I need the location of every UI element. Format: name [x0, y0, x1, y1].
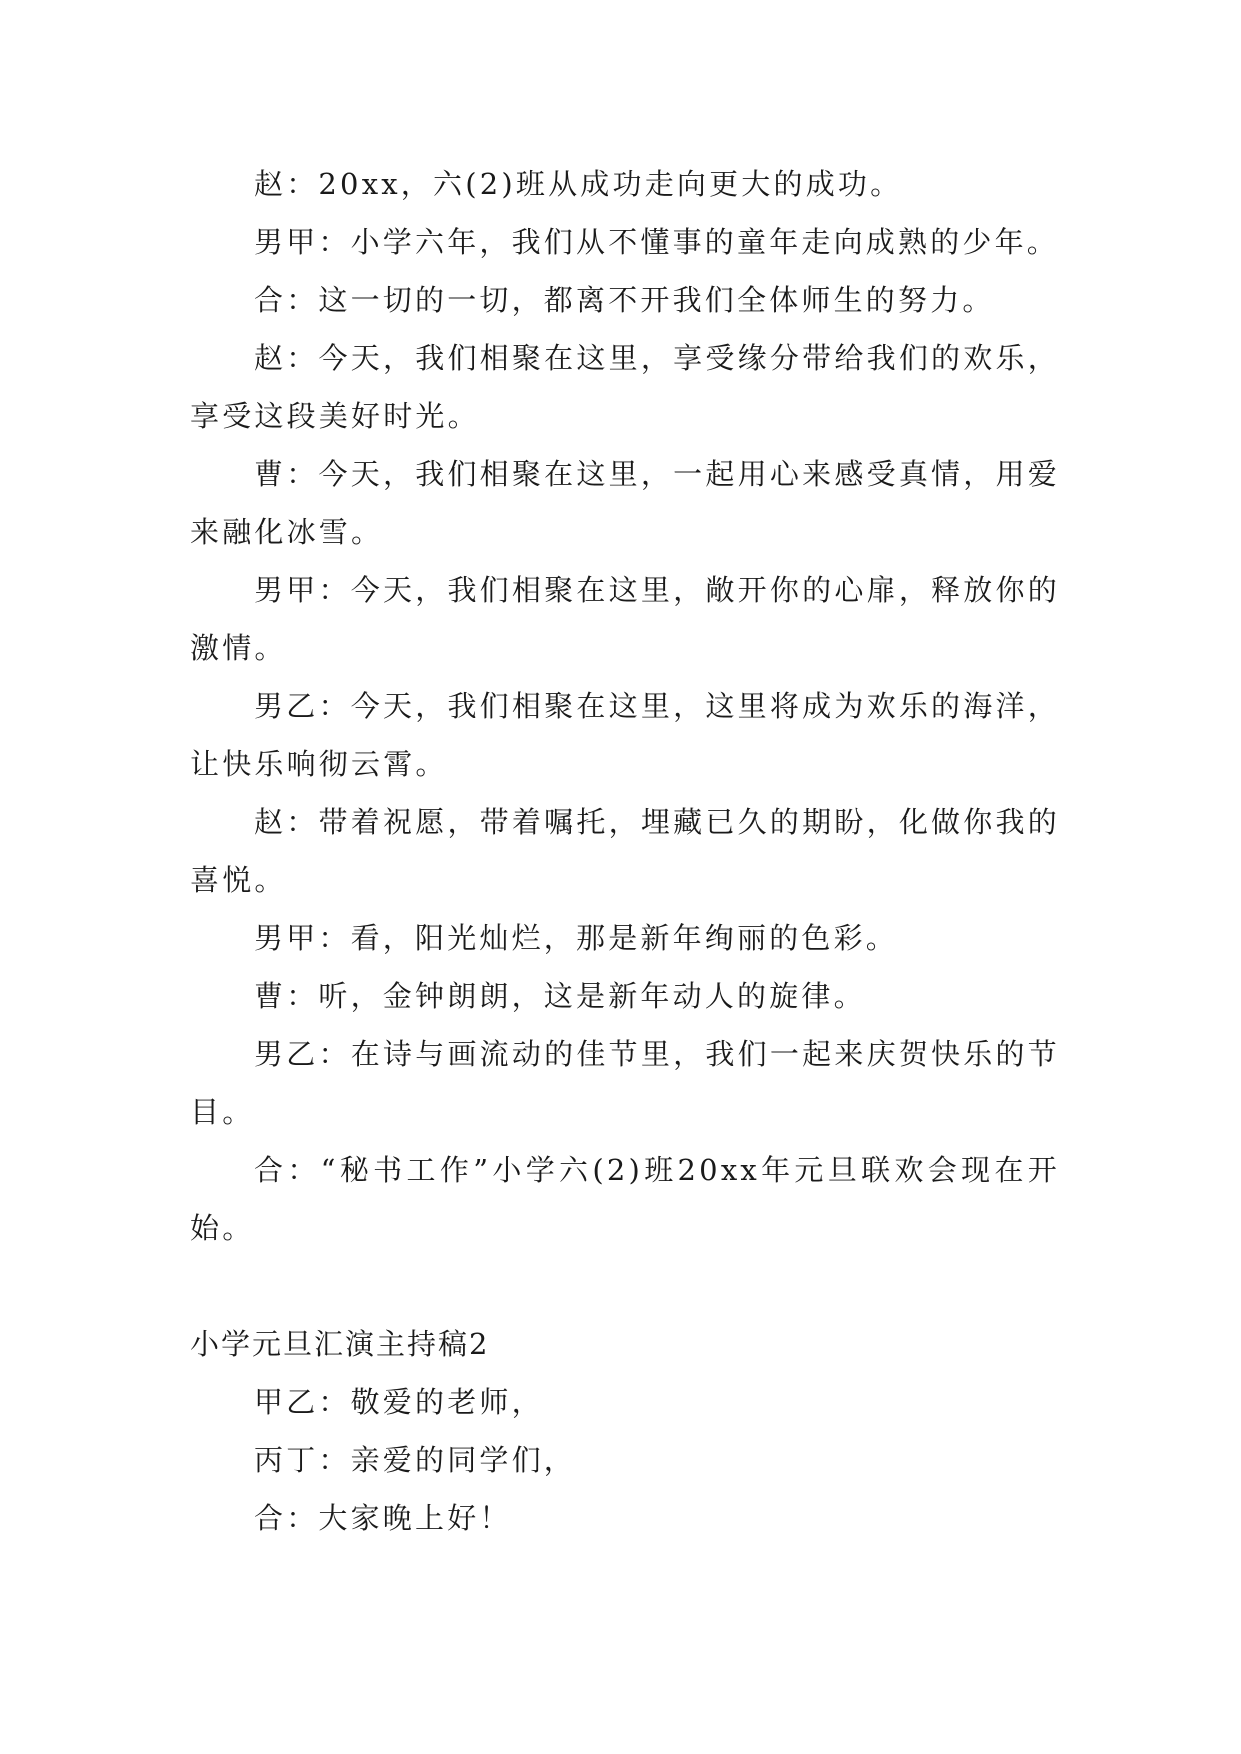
- paragraph: 合：这一切的一切，都离不开我们全体师生的努力。: [254, 283, 995, 317]
- section-title: 小学元旦汇演主持稿2: [190, 1327, 490, 1361]
- paragraph: 甲乙：敬爱的老师，: [254, 1385, 544, 1419]
- paragraph: 男乙：今天，我们相聚在这里，这里将成为欢乐的海洋，让快乐响彻云霄。: [190, 689, 1060, 781]
- paragraph: 合：“秘书工作”小学六(2)班20xx年元旦联欢会现在开始。: [190, 1153, 1060, 1245]
- script-section-1: [190, 155, 1060, 1257]
- paragraph: 男甲：看，阳光灿烂，那是新年绚丽的色彩。: [254, 921, 899, 955]
- section-spacer: [190, 1257, 1060, 1315]
- paragraph: 赵：带着祝愿，带着嘱托，埋藏已久的期盼，化做你我的喜悦。: [190, 805, 1060, 897]
- paragraph: 丙丁：亲爱的同学们，: [254, 1443, 577, 1477]
- paragraph: 曹：今天，我们相聚在这里，一起用心来感受真情，用爱来融化冰雪。: [190, 457, 1060, 549]
- paragraph: 男甲：今天，我们相聚在这里，敞开你的心扉，释放你的激情。: [190, 573, 1060, 665]
- paragraph: 合：大家晚上好！: [254, 1501, 512, 1535]
- document-page: [190, 155, 1060, 1547]
- paragraph: 赵：20xx，六(2)班从成功走向更大的成功。: [254, 167, 903, 201]
- paragraph: 曹：听，金钟朗朗，这是新年动人的旋律。: [254, 979, 866, 1013]
- script-section-2: [190, 1315, 1060, 1547]
- paragraph: 男甲：小学六年，我们从不懂事的童年走向成熟的少年。: [254, 225, 1060, 259]
- paragraph: 男乙：在诗与画流动的佳节里，我们一起来庆贺快乐的节目。: [190, 1037, 1060, 1129]
- paragraph: 赵：今天，我们相聚在这里，享受缘分带给我们的欢乐，享受这段美好时光。: [190, 341, 1060, 433]
